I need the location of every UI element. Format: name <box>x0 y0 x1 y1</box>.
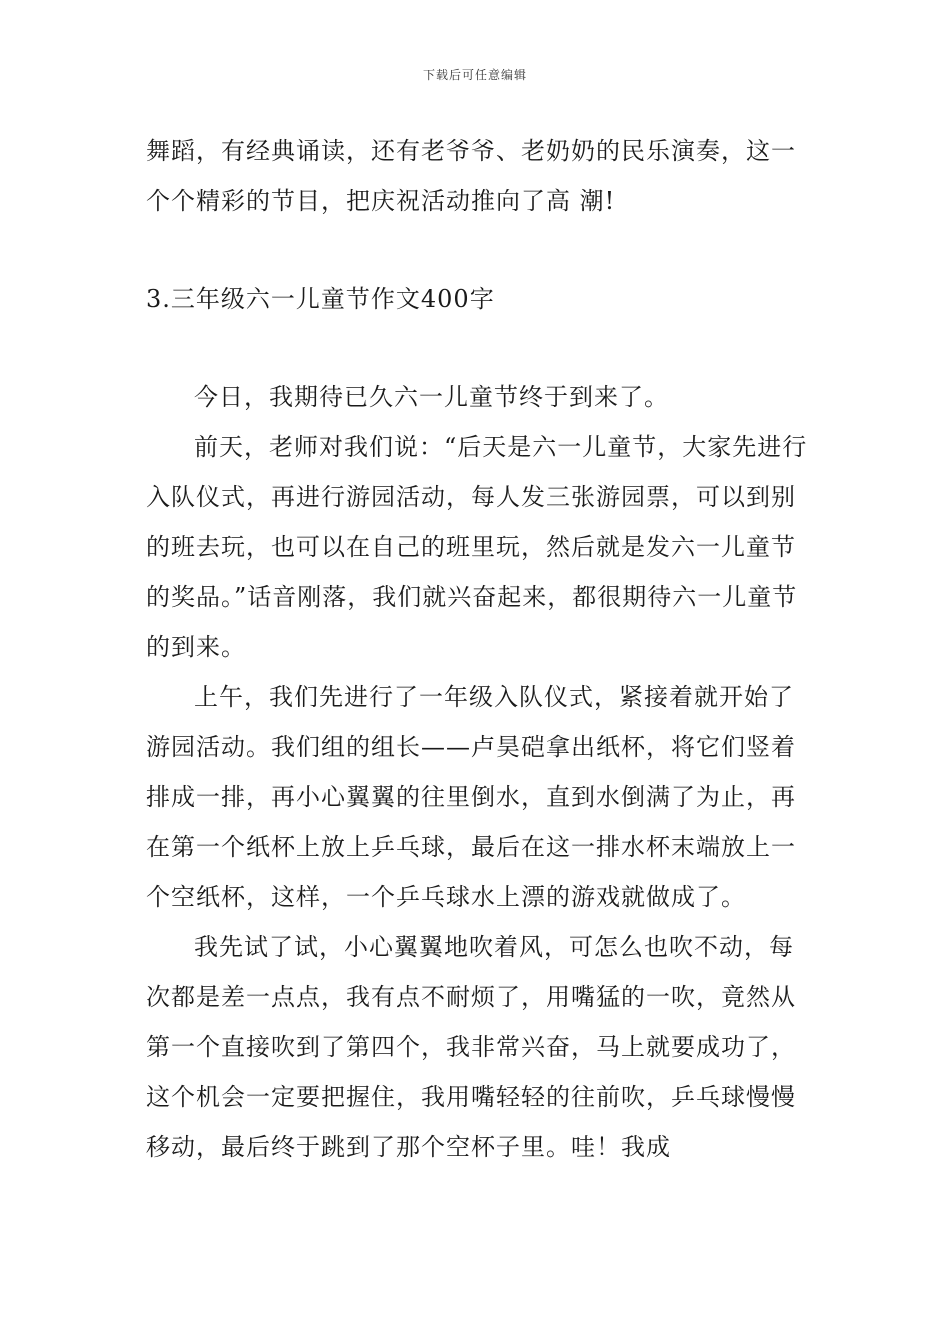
paragraph-4: 我先试了试，小心翼翼地吹着风，可怎么也吹不动，每次都是差一点点，我有点不耐烦了，用嘴猛的一吹，竟然从第一个直接吹到了第四个，我非常兴奋，马上就要成功了，这个机会一定要把握住，我用嘴轻轻的往前吹，乒乓球慢慢移动，最后终于跳到了那个空杯子里。哇！我成 <box>146 933 796 1161</box>
paragraph-1: 今日，我期待已久六一儿童节终于到来了。 <box>194 383 669 411</box>
document-body <box>146 126 810 1172</box>
paragraph-2: 前天，老师对我们说：“后天是六一儿童节，大家先进行入队仪式，再进行游园活动，每人发三张游园票，可以到别的班去玩，也可以在自己的班里玩，然后就是发六一儿童节的奖品。”话音刚落，我们就兴奋起来，都很期待六一儿童节的到来。 <box>146 433 808 661</box>
section-heading: 3.三年级六一儿童节作文400字 <box>146 285 495 313</box>
intro-paragraph: 舞蹈，有经典诵读，还有老爷爷、老奶奶的民乐演奏，这一个个精彩的节目，把庆祝活动推向了高 潮! <box>146 137 796 215</box>
paragraph-3: 上午，我们先进行了一年级入队仪式，紧接着就开始了游园活动。我们组的组长——卢昊硙拿出纸杯，将它们竖着排成一排，再小心翼翼的往里倒水，直到水倒满了为止，再在第一个纸杯上放上乒乓球，最后在这一排水杯末端放上一个空纸杯，这样，一个乒乓球水上漂的游戏就做成了。 <box>146 683 796 911</box>
header-note: 下载后可任意编辑 <box>422 68 527 82</box>
